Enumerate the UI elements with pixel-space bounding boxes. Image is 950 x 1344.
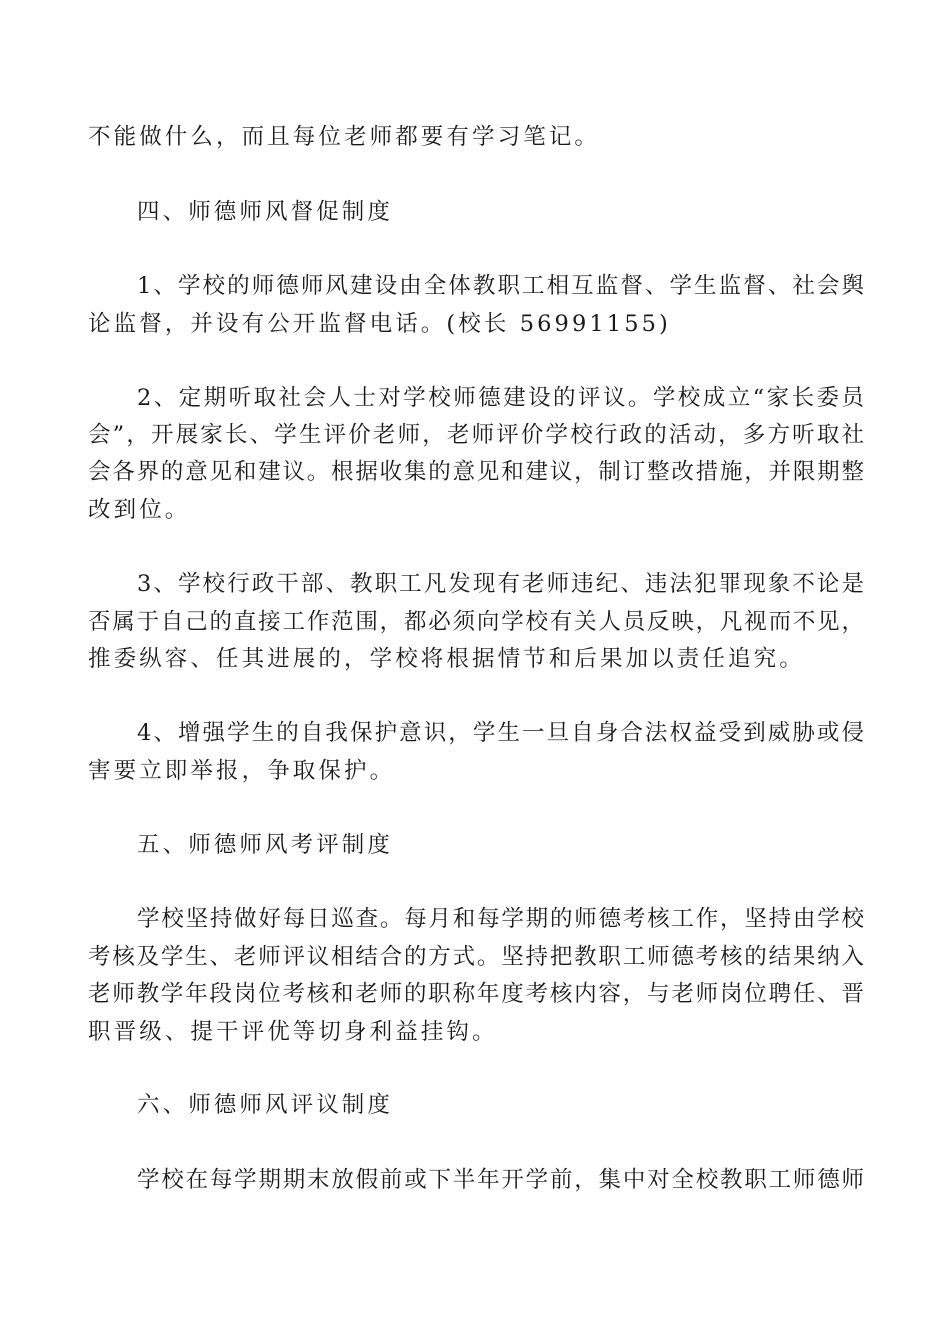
section-heading: 六、师德师风评议制度	[137, 1092, 394, 1118]
paragraph-line: 职晋级、提干评优等切身利益挂钩。	[88, 1019, 498, 1045]
paragraph-line: 考核及学生、老师评议相结合的方式。坚持把教职工师德考核的结果纳入	[88, 944, 864, 970]
paragraph-line: 改到位。	[88, 497, 191, 523]
paragraph-line: 会各界的意见和建议。根据收集的意见和建议，制订整改措施，并限期整	[88, 459, 864, 485]
paragraph-line: 4、增强学生的自我保护意识，学生一旦自身合法权益受到威胁或侵	[137, 720, 864, 746]
section-heading: 五、师德师风考评制度	[137, 832, 394, 858]
paragraph-line: 否属于自己的直接工作范围，都必须向学校有关人员反映，凡视而不见，	[88, 609, 864, 635]
paragraph-line: 会”，开展家长、学生评价老师，老师评价学校行政的活动，多方听取社	[88, 422, 864, 448]
paragraph-line: 论监督，并设有公开监督电话。(校长 56991155)	[88, 311, 671, 337]
paragraph-line: 3、学校行政干部、教职工凡发现有老师违纪、违法犯罪现象不论是	[137, 571, 864, 597]
paragraph-line: 不能做什么，而且每位老师都要有学习笔记。	[88, 124, 601, 150]
paragraph-line: 2、定期听取社会人士对学校师德建设的评议。学校成立“家长委员	[137, 385, 864, 411]
section-heading: 四、师德师风督促制度	[137, 199, 394, 225]
paragraph-line: 害要立即举报，争取保护。	[88, 758, 396, 784]
paragraph-line: 推委纵容、任其进展的，学校将根据情节和后果加以责任追究。	[88, 646, 805, 672]
paragraph-line: 学校坚持做好每日巡查。每月和每学期的师德考核工作，坚持由学校	[137, 906, 864, 932]
paragraph-line: 学校在每学期期末放假前或下半年开学前，集中对全校教职工师德师	[137, 1167, 864, 1193]
paragraph-line: 老师教学年段岗位考核和老师的职称年度考核内容，与老师岗位聘任、晋	[88, 981, 864, 1007]
paragraph-line: 1、学校的师德师风建设由全体教职工相互监督、学生监督、社会舆	[137, 273, 864, 299]
